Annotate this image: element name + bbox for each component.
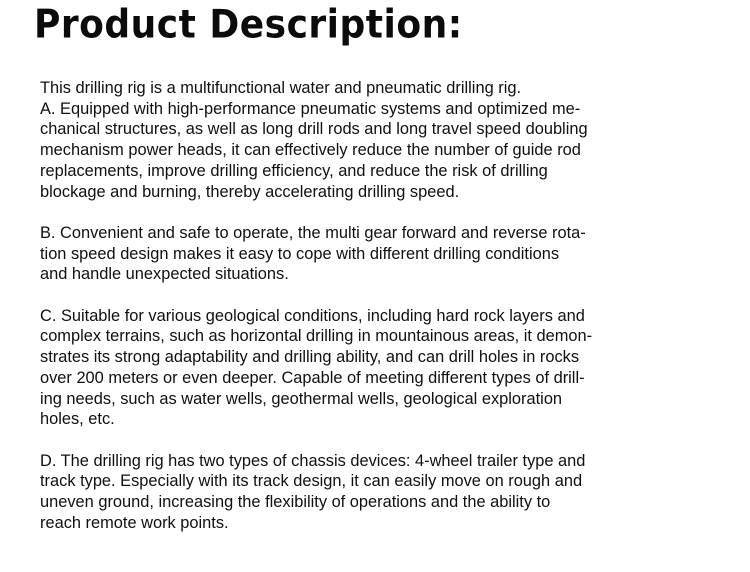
paragraph-line: blockage and burning, thereby accelerating drilling speed. (40, 182, 460, 201)
paragraph-line: strates its strong adaptability and drilling ability, and can drill holes in rocks (40, 348, 580, 367)
paragraph-line: This drilling rig is a multifunctional water and pneumatic drilling rig. (40, 79, 522, 97)
paragraph-line: replacements, improve drilling efficiency, and reduce the risk of drilling (40, 161, 548, 180)
paragraph-line: complex terrains, such as horizontal drilling in mountainous areas, it demon- (40, 327, 593, 346)
paragraph-d (40, 451, 730, 534)
paragraph-line: reach remote work points. (40, 513, 229, 532)
paragraph-line: chanical structures, as well as long drill rods and long travel speed doubling (40, 120, 588, 139)
paragraph-c (40, 306, 730, 430)
paragraph-line: tion speed design makes it easy to cope with different drilling conditions (40, 244, 560, 263)
description-body (40, 78, 730, 554)
paragraph-line: C. Suitable for various geological conditions, including hard rock layers and (40, 306, 585, 325)
intro-paragraph (40, 78, 730, 202)
paragraph-line: mechanism power heads, it can effectively reduce the number of guide rod (40, 141, 581, 160)
paragraph-line: B. Convenient and safe to operate, the multi gear forward and reverse rota- (40, 223, 586, 242)
paragraph-line: over 200 meters or even deeper. Capable of meeting different types of drill- (40, 368, 585, 387)
paragraph-line: ing needs, such as water wells, geothermal wells, geological exploration (40, 389, 563, 408)
paragraph-line: holes, etc. (40, 410, 115, 429)
paragraph-line: D. The drilling rig has two types of chassis devices: 4-wheel trailer type and (40, 451, 586, 470)
paragraph-line: and handle unexpected situations. (40, 265, 289, 284)
paragraph-line: uneven ground, increasing the flexibility of operations and the ability to (40, 493, 551, 512)
page-title: Product Description: (34, 3, 463, 48)
paragraph-line: track type. Especially with its track design, it can easily move on rough and (40, 472, 583, 491)
paragraph-line: A. Equipped with high-performance pneumatic systems and optimized me- (40, 99, 581, 118)
paragraph-b (40, 223, 730, 285)
